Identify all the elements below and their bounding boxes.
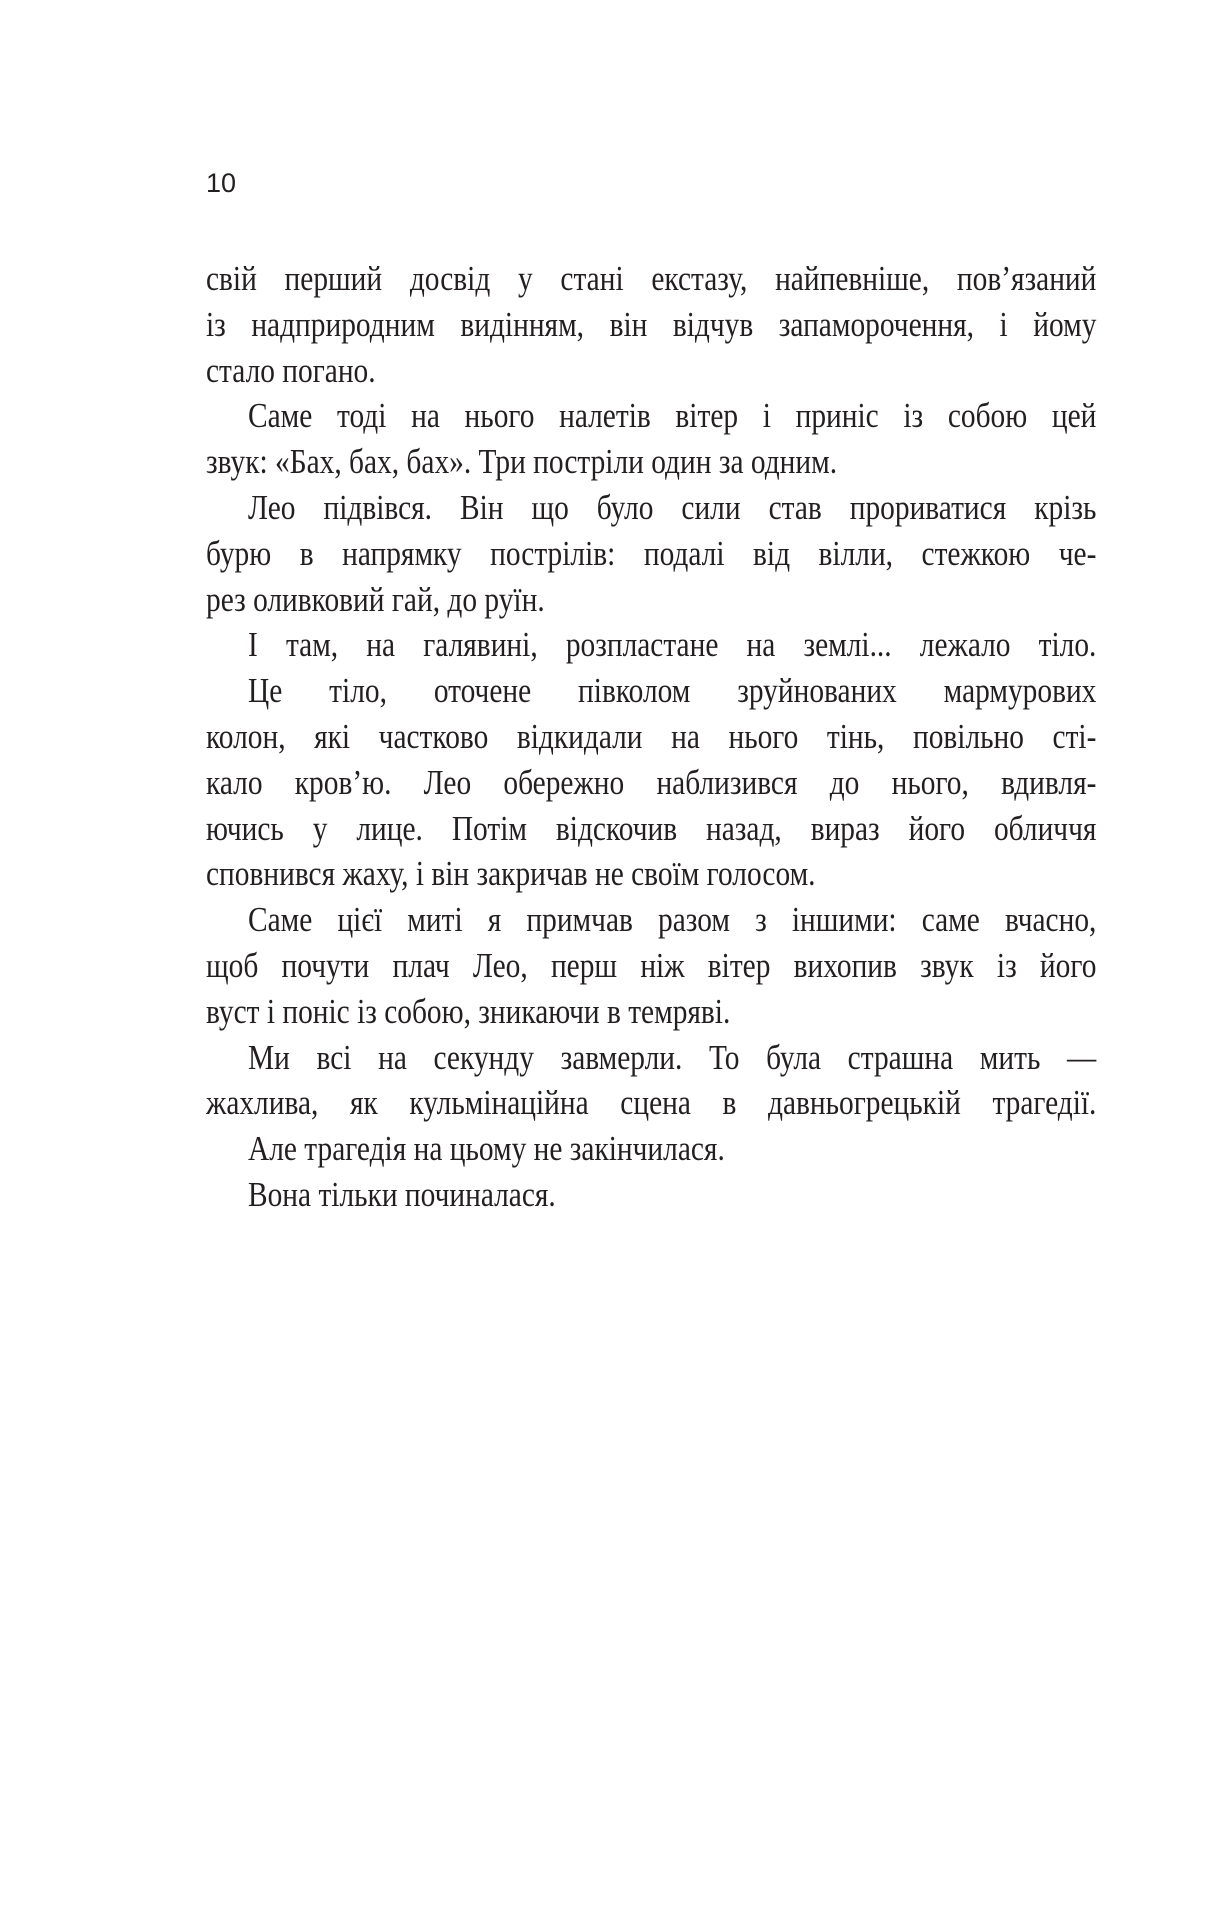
text-line: сповнився жаху, і він закричав не своїм голосом. <box>206 854 816 894</box>
text-line: Саме тоді на нього налетів вітер і приніс із собою цей <box>248 396 1097 436</box>
text-line: свій перший досвід у стані екстазу, найпевніше, пов’язаний <box>206 259 1097 298</box>
page-number: 10 <box>206 168 237 198</box>
text-line: вуст і поніс із собою, зникаючи в темряві. <box>206 991 731 1031</box>
text-line: І там, на галявині, розпластане на землі... лежало тіло. <box>248 625 1097 665</box>
text-line: рез оливковий гай, до руїн. <box>206 579 545 619</box>
text-line: Вона тільки починалася. <box>248 1174 556 1214</box>
text-line: стало погано. <box>206 350 376 390</box>
text-line: Саме цієї миті я примчав разом з іншими: саме вчасно, <box>248 900 1097 940</box>
text-line: колон, які частково відкидали на нього тінь, повільно сті- <box>206 716 1097 756</box>
text-line: кало кров’ю. Лео обережно наблизився до нього, вдивля- <box>206 762 1097 802</box>
text-line: Але трагедія на цьому не закінчилася. <box>248 1129 725 1169</box>
text-line: звук: «Бах, бах, бах». Три постріли один за одним. <box>206 442 838 482</box>
body-text <box>206 256 1096 1218</box>
text-line: щоб почути плач Лео, перш ніж вітер вихопив звук із його <box>206 945 1097 985</box>
text-line: із надприродним видінням, він відчув запаморочення, і йому <box>206 304 1097 344</box>
text-line: Лео підвівся. Він що було сили став прориватися крізь <box>248 487 1097 527</box>
text-line: бурю в напрямку пострілів: подалі від вілли, стежкою че- <box>206 533 1097 573</box>
text-line: ючись у лице. Потім відскочив назад, вираз його обличчя <box>206 808 1097 848</box>
text-line: Це тіло, оточене півколом зруйнованих мармурових <box>248 671 1097 711</box>
text-line: Ми всі на секунду завмерли. То була страшна мить — <box>248 1037 1097 1077</box>
text-line: жахлива, як кульмінаційна сцена в давньогрецькій трагедії. <box>206 1083 1097 1123</box>
